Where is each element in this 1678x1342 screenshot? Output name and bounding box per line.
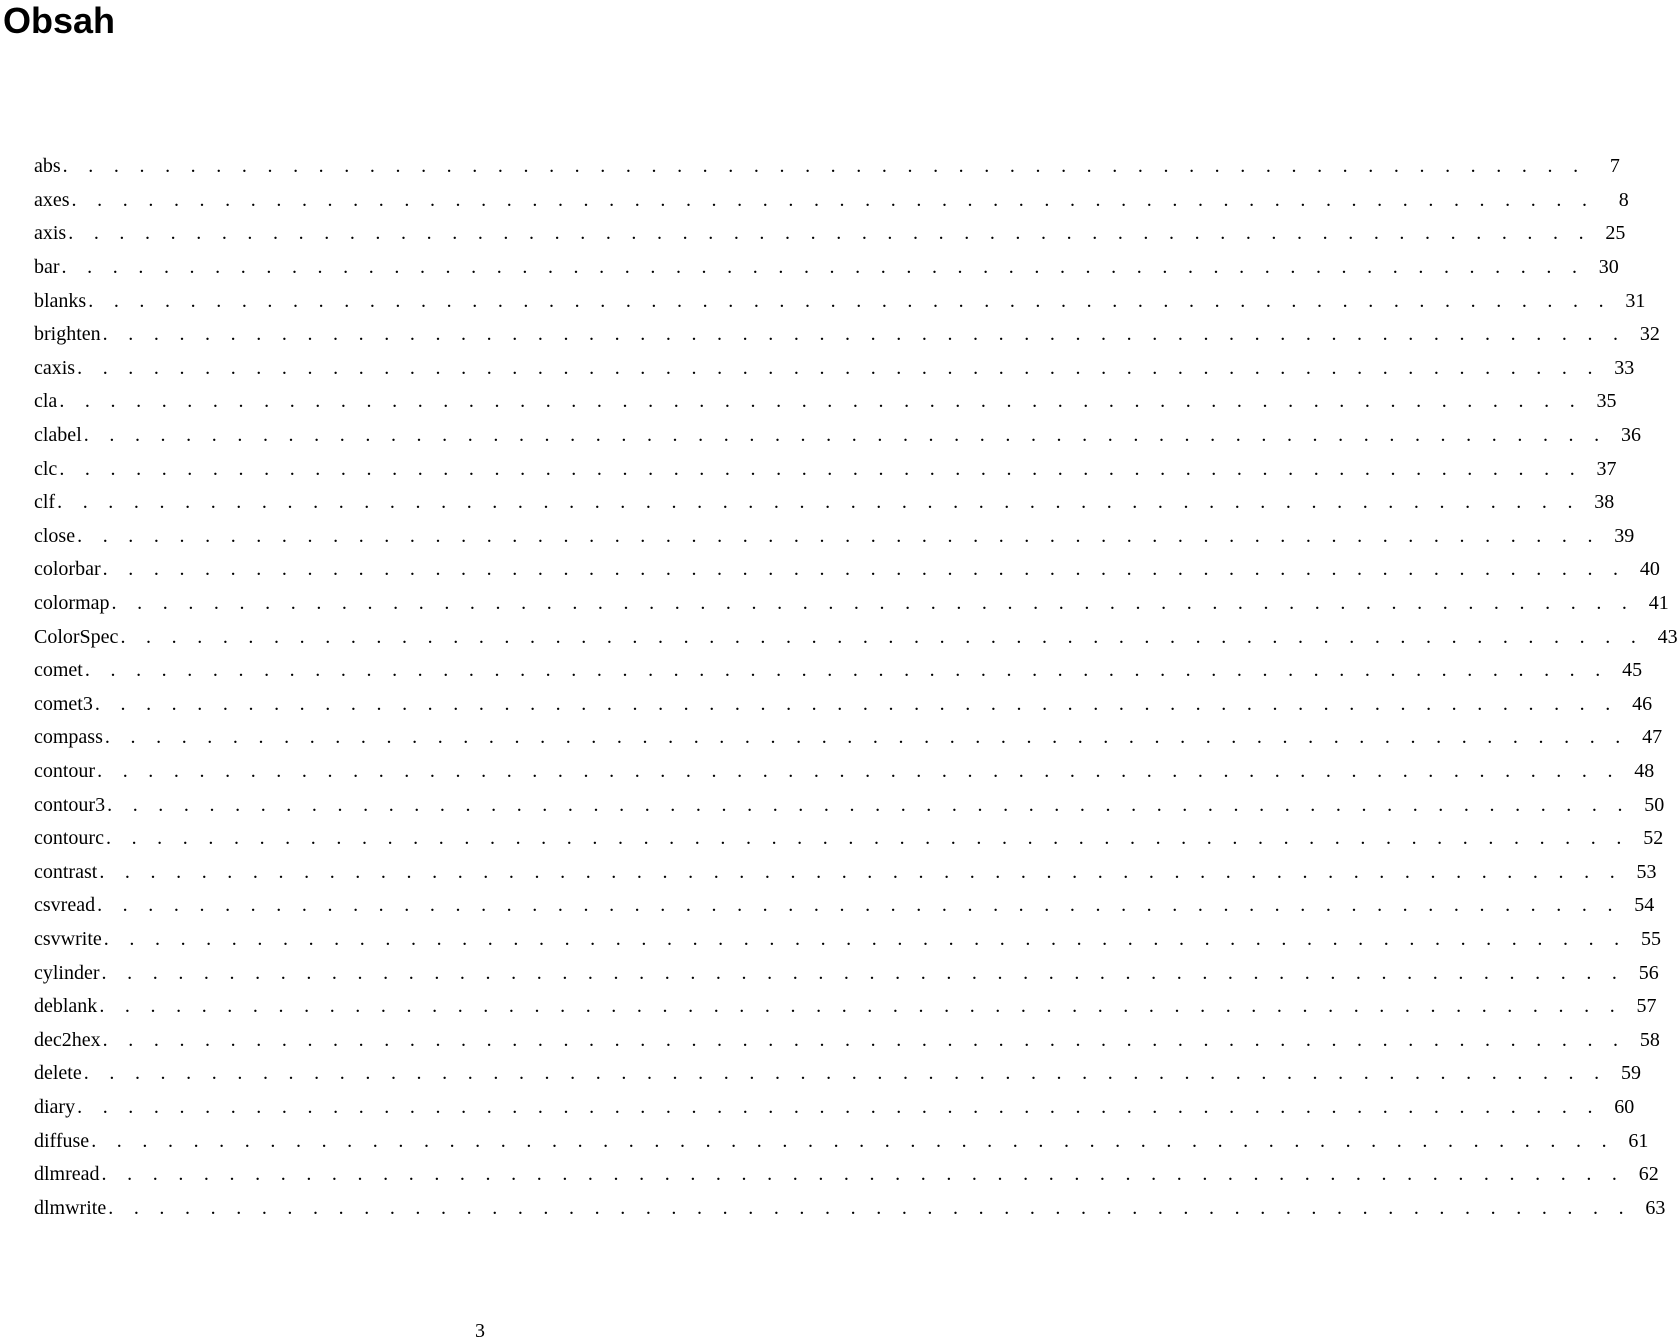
toc-entry-page: 62	[1638, 1163, 1659, 1186]
toc-entry-page: 31	[1625, 289, 1646, 312]
toc-entry-label: contrast	[34, 860, 98, 883]
toc-dot-leader: . . . . . . . . . . . . . . . . . . . . . . . . . . . . . . . . . . . . . . . . . . . . . . . . . . . . . . . . . . . .	[62, 155, 1586, 178]
toc-entry-label: compass	[34, 726, 103, 749]
toc-entry[interactable]	[34, 419, 1641, 453]
toc-dot-leader: . . . . . . . . . . . . . . . . . . . . . . . . . . . . . . . . . . . . . . . . . . . . . . . . . . . . . . . . . . . .	[99, 995, 1623, 1018]
toc-entry[interactable]	[34, 587, 1669, 621]
table-of-contents	[34, 150, 1678, 1225]
toc-entry-page: 58	[1639, 1028, 1660, 1051]
toc-entry[interactable]	[34, 654, 1643, 688]
toc-entry-page: 63	[1645, 1196, 1666, 1219]
toc-dot-leader: . . . . . . . . . . . . . . . . . . . . . . . . . . . . . . . . . . . . . . . . . . . . . . . . . . . . . . . . . . . .	[84, 659, 1609, 682]
toc-entry-label: ColorSpec	[34, 625, 119, 648]
toc-entry[interactable]	[34, 385, 1617, 419]
toc-entry-page: 53	[1636, 860, 1657, 883]
toc-entry-page: 38	[1594, 491, 1615, 514]
toc-entry-label: dlmwrite	[34, 1196, 107, 1219]
toc-entry-page: 48	[1634, 759, 1655, 782]
toc-dot-leader: . . . . . . . . . . . . . . . . . . . . . . . . . . . . . . . . . . . . . . . . . . . . . . . . . . . . . . . . . . . .	[59, 457, 1583, 480]
toc-entry-page: 37	[1596, 457, 1617, 480]
toc-entry-page: 32	[1639, 323, 1660, 346]
toc-entry[interactable]	[34, 923, 1661, 957]
toc-entry-page: 39	[1614, 524, 1635, 547]
toc-entry-page: 35	[1596, 390, 1617, 413]
toc-dot-leader: . . . . . . . . . . . . . . . . . . . . . . . . . . . . . . . . . . . . . . . . . . . . . . . . . . . . . . . . . . . .	[77, 524, 1601, 547]
page-number: 3	[475, 1320, 485, 1342]
toc-entry-label: axis	[34, 222, 67, 245]
toc-dot-leader: . . . . . . . . . . . . . . . . . . . . . . . . . . . . . . . . . . . . . . . . . . . . . . . . . . . . . . . . . . . .	[99, 860, 1623, 883]
toc-entry-label: dec2hex	[34, 1028, 101, 1051]
toc-entry-page: 40	[1639, 558, 1660, 581]
toc-entry[interactable]	[34, 284, 1646, 318]
toc-entry[interactable]	[34, 620, 1678, 654]
toc-entry[interactable]	[34, 990, 1657, 1024]
toc-entry[interactable]	[34, 855, 1657, 889]
toc-entry[interactable]	[34, 553, 1660, 587]
toc-dot-leader: . . . . . . . . . . . . . . . . . . . . . . . . . . . . . . . . . . . . . . . . . . . . . . . . . . . . . . . . . . . .	[108, 1196, 1632, 1219]
toc-dot-leader: . . . . . . . . . . . . . . . . . . . . . . . . . . . . . . . . . . . . . . . . . . . . . . . . . . . . . . . . . . . .	[83, 424, 1607, 447]
toc-entry-page: 46	[1632, 692, 1653, 715]
toc-entry-label: axes	[34, 188, 70, 211]
toc-entry-page: 56	[1638, 961, 1659, 984]
toc-entry-label: contour3	[34, 793, 106, 816]
toc-entry-label: caxis	[34, 356, 76, 379]
toc-dot-leader: . . . . . . . . . . . . . . . . . . . . . . . . . . . . . . . . . . . . . . . . . . . . . . . . . . . . . . . . . . . .	[111, 592, 1635, 615]
toc-entry-page: 60	[1614, 1095, 1635, 1118]
toc-dot-leader: . . . . . . . . . . . . . . . . . . . . . . . . . . . . . . . . . . . . . . . . . . . . . . . . . . . . . . . . . . . .	[101, 961, 1625, 984]
toc-entry[interactable]	[34, 184, 1629, 218]
toc-entry[interactable]	[34, 150, 1620, 184]
toc-entry-label: diffuse	[34, 1129, 90, 1152]
toc-entry[interactable]	[34, 688, 1653, 722]
page-title: Obsah	[3, 0, 116, 41]
toc-dot-leader: . . . . . . . . . . . . . . . . . . . . . . . . . . . . . . . . . . . . . . . . . . . . . . . . . . . . . . . . . . . .	[94, 692, 1619, 715]
toc-entry[interactable]	[34, 956, 1659, 990]
toc-dot-leader: . . . . . . . . . . . . . . . . . . . . . . . . . . . . . . . . . . . . . . . . . . . . . . . . . . . . . . . . . . . .	[59, 390, 1583, 413]
toc-entry[interactable]	[34, 486, 1615, 520]
toc-entry-page: 41	[1648, 592, 1669, 615]
toc-entry-page: 25	[1605, 222, 1626, 245]
toc-entry[interactable]	[34, 1158, 1659, 1192]
toc-entry-label: deblank	[34, 995, 98, 1018]
toc-entry-label: csvread	[34, 894, 96, 917]
toc-entry-page: 36	[1620, 424, 1641, 447]
toc-entry[interactable]	[34, 452, 1617, 486]
toc-dot-leader: . . . . . . . . . . . . . . . . . . . . . . . . . . . . . . . . . . . . . . . . . . . . . . . . . . . . . . . . . . . .	[91, 1129, 1615, 1152]
toc-dot-leader: . . . . . . . . . . . . . . . . . . . . . . . . . . . . . . . . . . . . . . . . . . . . . . . . . . . . . . . . . . . .	[57, 491, 1581, 514]
toc-entry-page: 54	[1634, 894, 1655, 917]
toc-entry-label: cla	[34, 390, 58, 413]
toc-entry[interactable]	[34, 352, 1635, 386]
toc-entry-label: abs	[34, 155, 61, 178]
toc-entry-page: 8	[1618, 188, 1629, 211]
toc-entry[interactable]	[34, 1023, 1660, 1057]
toc-entry-label: comet	[34, 659, 83, 682]
toc-entry-page: 47	[1642, 726, 1663, 749]
toc-dot-leader: . . . . . . . . . . . . . . . . . . . . . . . . . . . . . . . . . . . . . . . . . . . . . . . . . . . . . . . . . . . .	[77, 356, 1601, 379]
toc-entry-page: 59	[1620, 1062, 1641, 1085]
toc-entry[interactable]	[34, 822, 1664, 856]
toc-entry-label: colorbar	[34, 558, 101, 581]
toc-entry-label: contour	[34, 759, 96, 782]
toc-entry-page: 52	[1643, 827, 1664, 850]
toc-entry-label: contourc	[34, 827, 104, 850]
toc-entry-label: diary	[34, 1095, 76, 1118]
toc-entry-page: 61	[1628, 1129, 1649, 1152]
toc-entry-label: cylinder	[34, 961, 100, 984]
toc-dot-leader: . . . . . . . . . . . . . . . . . . . . . . . . . . . . . . . . . . . . . . . . . . . . . . . . . . . . . . . . . . . .	[105, 827, 1630, 850]
toc-entry-page: 7	[1609, 155, 1620, 178]
toc-entry-page: 30	[1598, 256, 1619, 279]
toc-entry[interactable]	[34, 721, 1663, 755]
toc-entry-page: 50	[1644, 793, 1665, 816]
toc-dot-leader: . . . . . . . . . . . . . . . . . . . . . . . . . . . . . . . . . . . . . . . . . . . . . . . . . . . . . . . . . . . .	[102, 558, 1626, 581]
toc-dot-leader: . . . . . . . . . . . . . . . . . . . . . . . . . . . . . . . . . . . . . . . . . . . . . . . . . . . . . . . . . . . .	[103, 927, 1627, 950]
toc-dot-leader: . . . . . . . . . . . . . . . . . . . . . . . . . . . . . . . . . . . . . . . . . . . . . . . . . . . . . . . . . . . .	[102, 1028, 1626, 1051]
toc-entry-page: 33	[1614, 356, 1635, 379]
toc-entry-label: brighten	[34, 323, 101, 346]
toc-dot-leader: . . . . . . . . . . . . . . . . . . . . . . . . . . . . . . . . . . . . . . . . . . . . . . . . . . . . . . . . . . . .	[83, 1062, 1607, 1085]
toc-entry[interactable]	[34, 1124, 1649, 1158]
toc-entry[interactable]	[34, 788, 1665, 822]
toc-dot-leader: . . . . . . . . . . . . . . . . . . . . . . . . . . . . . . . . . . . . . . . . . . . . . . . . . . . . . . . . . . . .	[102, 323, 1626, 346]
toc-dot-leader: . . . . . . . . . . . . . . . . . . . . . . . . . . . . . . . . . . . . . . . . . . . . . . . . . . . . . . . . . . . .	[97, 894, 1621, 917]
toc-dot-leader: . . . . . . . . . . . . . . . . . . . . . . . . . . . . . . . . . . . . . . . . . . . . . . . . . . . . . . . . . . . .	[120, 625, 1644, 648]
toc-entry-label: close	[34, 524, 76, 547]
toc-dot-leader: . . . . . . . . . . . . . . . . . . . . . . . . . . . . . . . . . . . . . . . . . . . . . . . . . . . . . . . . . . . .	[101, 1163, 1625, 1186]
toc-entry[interactable]	[34, 1057, 1641, 1091]
toc-entry[interactable]	[34, 889, 1655, 923]
toc-entry-label: comet3	[34, 692, 93, 715]
toc-entry-label: clc	[34, 457, 58, 480]
toc-entry-label: dlmread	[34, 1163, 100, 1186]
toc-entry-page: 43	[1657, 625, 1678, 648]
toc-entry-label: delete	[34, 1062, 82, 1085]
toc-dot-leader: . . . . . . . . . . . . . . . . . . . . . . . . . . . . . . . . . . . . . . . . . . . . . . . . . . . . . . . . . . . .	[71, 188, 1595, 211]
toc-dot-leader: . . . . . . . . . . . . . . . . . . . . . . . . . . . . . . . . . . . . . . . . . . . . . . . . . . . . . . . . . . . .	[68, 222, 1592, 245]
toc-entry[interactable]	[34, 318, 1660, 352]
toc-entry-label: csvwrite	[34, 927, 102, 950]
toc-entry-label: clf	[34, 491, 56, 514]
toc-entry[interactable]	[34, 520, 1635, 554]
toc-dot-leader: . . . . . . . . . . . . . . . . . . . . . . . . . . . . . . . . . . . . . . . . . . . . . . . . . . . . . . . . . . . .	[104, 726, 1629, 749]
toc-entry-label: colormap	[34, 592, 110, 615]
toc-entry[interactable]	[34, 217, 1626, 251]
toc-dot-leader: . . . . . . . . . . . . . . . . . . . . . . . . . . . . . . . . . . . . . . . . . . . . . . . . . . . . . . . . . . . .	[107, 793, 1631, 816]
toc-dot-leader: . . . . . . . . . . . . . . . . . . . . . . . . . . . . . . . . . . . . . . . . . . . . . . . . . . . . . . . . . . . .	[77, 1095, 1601, 1118]
toc-entry-page: 45	[1622, 659, 1643, 682]
toc-entry-label: clabel	[34, 424, 82, 447]
toc-dot-leader: . . . . . . . . . . . . . . . . . . . . . . . . . . . . . . . . . . . . . . . . . . . . . . . . . . . . . . . . . . . .	[97, 759, 1621, 782]
toc-entry-page: 55	[1640, 927, 1661, 950]
toc-entry-label: blanks	[34, 289, 87, 312]
toc-entry[interactable]	[34, 1191, 1666, 1225]
toc-dot-leader: . . . . . . . . . . . . . . . . . . . . . . . . . . . . . . . . . . . . . . . . . . . . . . . . . . . . . . . . . . . .	[61, 256, 1585, 279]
toc-entry[interactable]	[34, 1091, 1635, 1125]
toc-entry[interactable]	[34, 251, 1619, 285]
toc-entry-page: 57	[1636, 995, 1657, 1018]
toc-entry[interactable]	[34, 755, 1655, 789]
toc-dot-leader: . . . . . . . . . . . . . . . . . . . . . . . . . . . . . . . . . . . . . . . . . . . . . . . . . . . . . . . . . . . .	[88, 289, 1612, 312]
toc-entry-label: bar	[34, 256, 60, 279]
